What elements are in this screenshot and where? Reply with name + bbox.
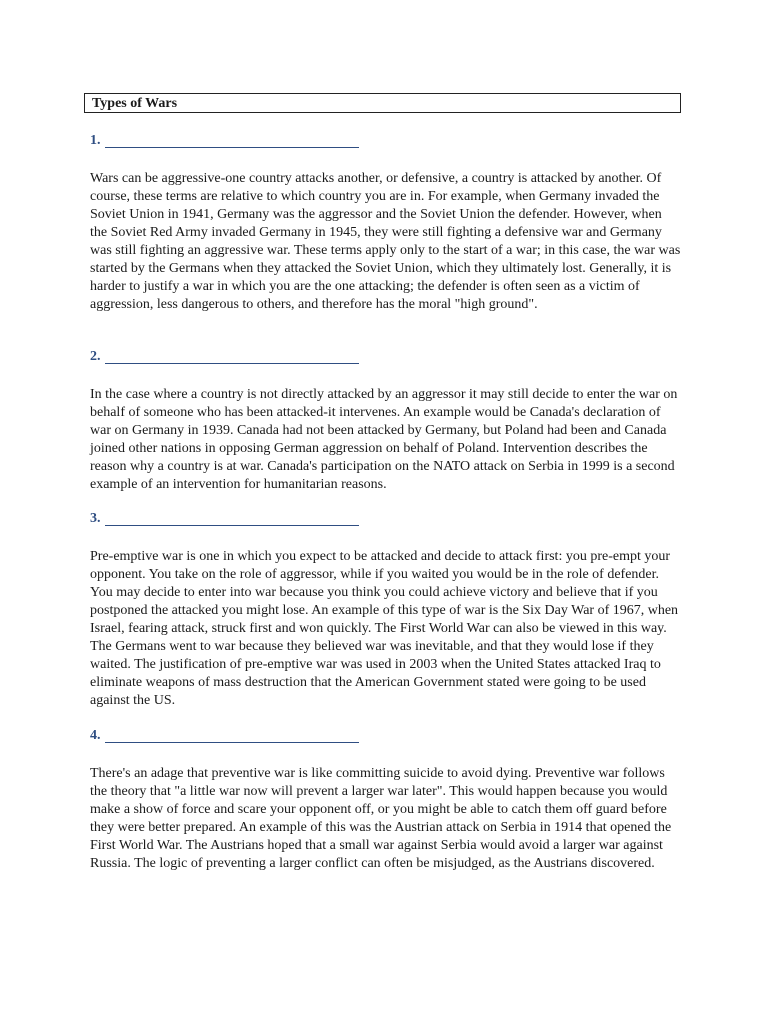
- section-paragraph-4: There's an adage that preventive war is like committing suicide to avoid dying. Preventive war follows the theory that "a little war now will prevent a larger war later". This would happen because you would make a show of force and scare your opponent off, or you might be able to catch them off guard before they were better prepared. An example of this was the Austrian attack on Serbia in 1914 that opened the First World War. The Austrians hoped that a small war against Serbia would avoid a larger war against Russia. The logic of preventing a larger conflict can often be misjudged, as the Austrians discovered.: [90, 766, 672, 871]
- section-number: 3.: [90, 511, 101, 526]
- section-number: 1.: [90, 133, 101, 148]
- section-heading-3: [90, 510, 359, 528]
- section-heading-1: [90, 132, 359, 150]
- answer-blank: [105, 349, 359, 364]
- section-number: 4.: [90, 728, 101, 743]
- answer-blank: [105, 728, 359, 743]
- section-heading-2: [90, 348, 359, 366]
- section-heading-4: [90, 727, 359, 745]
- answer-blank: [105, 133, 359, 148]
- section-paragraph-3: Pre-emptive war is one in which you expect to be attacked and decide to attack first: you pre-empt your opponent. You take on the role of aggressor, while if you waited you would be in the role of defender. You may decide to enter into war because you think you could achieve victory and believe that if you postponed the attacked you might lose. An example of this type of war is the Six Day War of 1967, when Israel, fearing attack, struck first and won quickly. The First World War can also be viewed in this way. The Germans went to war because they believed war was inevitable, and that they would lose if they waited. The justification of pre-emptive war was used in 2003 when the United States attacked Iraq to eliminate weapons of mass destruction that the American Government stated were going to be used against the US.: [90, 549, 679, 708]
- section-number: 2.: [90, 349, 101, 364]
- section-paragraph-2: In the case where a country is not directly attacked by an aggressor it may still decide to enter the war on behalf of someone who has been attacked-it intervenes. An example would be Canada's declaration of war on Germany in 1939. Canada had not been attacked by Germany, but Poland had been and Canada joined other nations in opposing German aggression on behalf of Poland. Intervention describes the reason why a country is at war. Canada's participation on the NATO attack on Serbia in 1999 is a second example of an intervention for humanitarian reasons.: [90, 387, 678, 492]
- answer-blank: [105, 511, 359, 526]
- section-paragraph-1: Wars can be aggressive-one country attacks another, or defensive, a country is attacked by another. Of course, these terms are relative to which country you are in. For example, when Germany invaded the Soviet Union in 1941, Germany was the aggressor and the Soviet Union the defender. However, when the Soviet Red Army invaded Germany in 1945, they were still fighting a defensive war and Germany was still fighting an aggressive war. These terms apply only to the start of a war; in this case, the war was started by the Germans when they attacked the Soviet Union, which they ultimately lost. Generally, it is harder to justify a war in which you are the one attacking; the defender is often seen as a victim of aggression, less dangerous to others, and therefore has the moral "high ground".: [90, 171, 681, 312]
- document-title: Types of Wars: [84, 93, 681, 113]
